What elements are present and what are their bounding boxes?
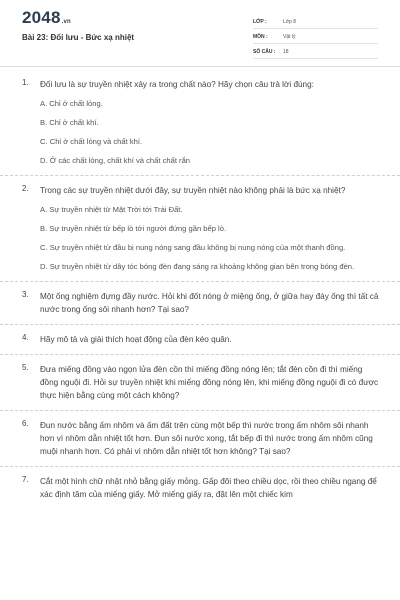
meta-value: Lớp 8 [283, 19, 297, 25]
question-number: 4. [22, 333, 29, 342]
question-text: Đối lưu là sự truyền nhiệt xảy ra trong chất nào? Hãy chọn câu trả lời đúng: [40, 80, 314, 89]
question-text: Trong các sự truyền nhiệt dưới đây, sự truyền nhiệt nào không phải là bức xạ nhiệt? [40, 186, 346, 195]
answer-option: B. Chỉ ở chất khí. [40, 118, 99, 127]
question-number: 1. [22, 78, 29, 87]
meta-value: 18 [283, 49, 289, 55]
meta-label: SỐ CÂU : [253, 49, 276, 55]
question-number: 7. [22, 475, 29, 484]
logo-suffix: .vn [61, 19, 71, 25]
question-text: Đun nước bằng ấm nhôm và ấm đất trên cùng một bếp thì nước trong ấm nhôm sôi nhanh hơn vì nhôm dẫn nhiệt tốt hơn. Đun sôi nước xong, tắt bếp đi thì nước trong ấm nhôm cũng muội nhanh hơn. Có phải vì nhôm dẫn nhiệt tốt hơn không? Tại sao? [40, 421, 373, 456]
question-5 [0, 363, 400, 411]
meta-row-subject [253, 31, 378, 44]
question-2 [0, 184, 400, 282]
question-list [0, 78, 400, 517]
answer-option: A. Sự truyền nhiệt từ Mặt Trời tới Trái Đất. [40, 205, 183, 214]
question-number: 3. [22, 290, 29, 299]
question-1 [0, 78, 400, 176]
page-header [0, 0, 400, 60]
question-number: 5. [22, 363, 29, 372]
question-number: 2. [22, 184, 29, 193]
meta-row-class [253, 16, 378, 29]
question-text: Đưa miếng đồng vào ngọn lửa đèn cồn thì miếng đồng nóng lên; tắt đèn cồn đi thì miếng đồng nguội đi. Hỏi sự truyền nhiệt khi miếng đồng nóng lên, khi miếng đồng nguội đi có được thực hiện bằng cùng một cách không? [40, 365, 379, 400]
question-3 [0, 290, 400, 325]
answer-option: C. Sự truyền nhiệt từ đầu bị nung nóng sang đầu không bị nung nóng của một thanh đồng. [40, 243, 346, 252]
answer-option: A. Chỉ ở chất lỏng. [40, 99, 103, 108]
question-text: Cắt một hình chữ nhật nhỏ bằng giấy mỏng. Gấp đôi theo chiều dọc, rồi theo chiều ngang để xác định tâm của miếng giấy. Mở miếng giấy ra, đặt lên một chiếc kim [40, 477, 377, 499]
answer-option: C. Chỉ ở chất lỏng và chất khí. [40, 137, 143, 146]
question-4 [0, 333, 400, 355]
question-7 [0, 475, 400, 509]
meta-row-count [253, 46, 378, 59]
header-divider [0, 66, 400, 67]
answer-option: D. Sự truyền nhiệt từ dây tóc bóng đèn đang sáng ra khoảng không gian bên trong bóng đèn. [40, 262, 355, 271]
meta-label: MÔN : [253, 34, 268, 40]
answer-option: D. Ở các chất lỏng, chất khí và chất chất rắn [40, 156, 191, 165]
question-6 [0, 419, 400, 467]
site-logo[interactable] [22, 8, 71, 28]
meta-value: Vật lý [283, 34, 296, 40]
answer-option: B. Sự truyền nhiệt từ bếp lò tới người đứng gần bếp lò. [40, 224, 227, 233]
question-text: Hãy mô tả và giải thích hoạt động của đèn kéo quân. [40, 335, 232, 344]
meta-label: LỚP : [253, 19, 267, 25]
logo-main: 2048 [22, 8, 61, 27]
question-number: 6. [22, 419, 29, 428]
question-text: Một ống nghiệm đựng đầy nước. Hỏi khi đốt nóng ở miệng ống, ở giữa hay đáy ống thì tất cả nước trong ống sôi nhanh hơn? Tại sao? [40, 292, 379, 314]
meta-info [253, 16, 378, 61]
page-title: Bài 23: Đối lưu - Bức xạ nhiệt [22, 33, 135, 42]
